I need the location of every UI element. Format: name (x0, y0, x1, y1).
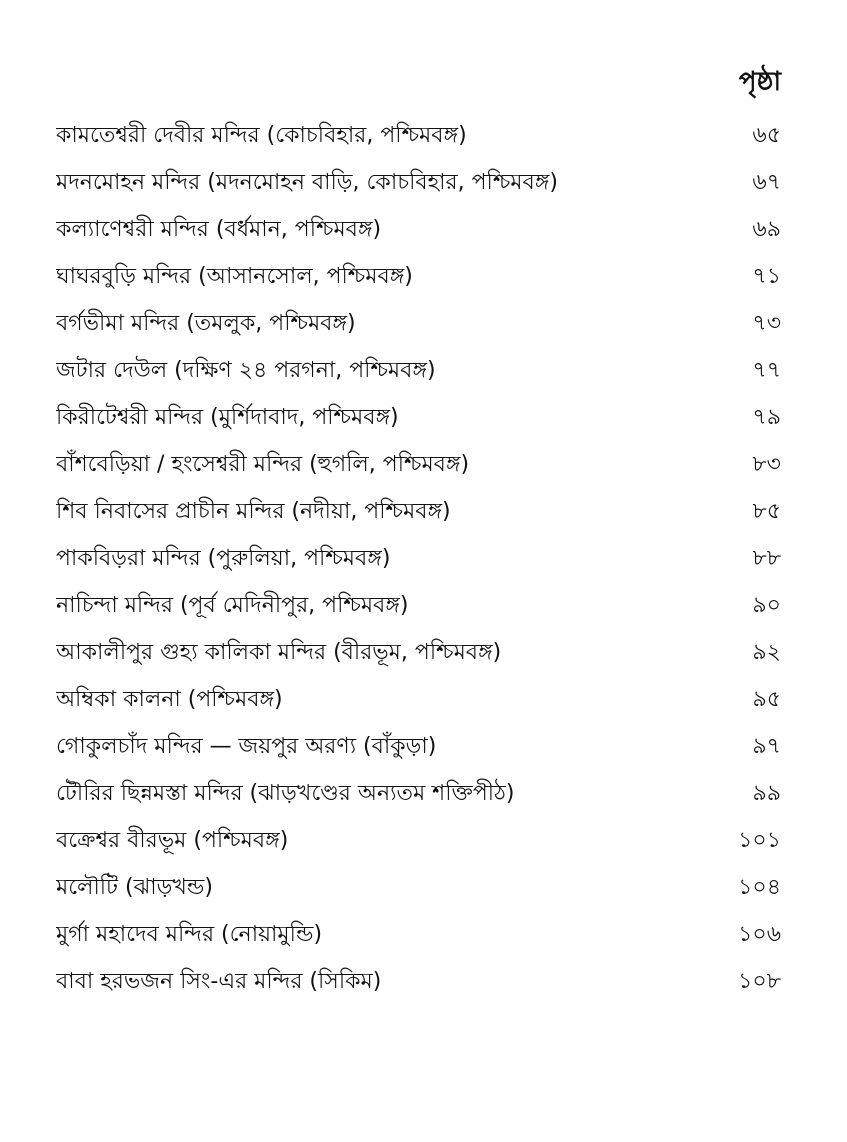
toc-entry-page: ৬৯ (752, 217, 781, 242)
toc-entry-page: ৮৫ (752, 499, 781, 524)
toc-entry (56, 629, 781, 676)
toc-entry (56, 676, 781, 723)
toc-entry (56, 441, 781, 488)
toc-entry-title: নাচিন্দা মন্দির (পূর্ব মেদিনীপুর, পশ্চিমবঙ্গ) (56, 593, 409, 618)
toc-entry (56, 958, 781, 1005)
page-column-heading: পৃষ্ঠা (738, 67, 781, 97)
toc-entry-page: ৯৯ (752, 781, 781, 806)
toc-entry-page: ৮৩ (752, 452, 781, 477)
toc-entry (56, 488, 781, 535)
toc-entry (56, 723, 781, 770)
toc-entry (56, 770, 781, 817)
table-of-contents (56, 112, 781, 1005)
toc-entry-title: গোকুলচাঁদ মন্দির — জয়পুর অরণ্য (বাঁকুড়া) (56, 734, 437, 759)
toc-entry-page: ৮৮ (752, 546, 781, 571)
toc-entry (56, 911, 781, 958)
toc-entry-title: পাকবিড়রা মন্দির (পুরুলিয়া, পশ্চিমবঙ্গ) (56, 546, 391, 571)
toc-entry-title: বাঁশবেড়িয়া / হংসেশ্বরী মন্দির (হুগলি, পশ্চিমবঙ্গ) (56, 452, 470, 477)
toc-entry (56, 300, 781, 347)
toc-entry-page: ৭৩ (752, 311, 781, 336)
toc-entry (56, 112, 781, 159)
toc-entry (56, 347, 781, 394)
toc-entry (56, 394, 781, 441)
toc-entry (56, 159, 781, 206)
toc-entry-page: ৯০ (752, 593, 781, 618)
toc-entry-page: ৯৫ (752, 687, 781, 712)
toc-entry-page: ৯২ (752, 640, 781, 665)
toc-entry-title: টৌরির ছিন্নমস্তা মন্দির (ঝাড়খণ্ডের অন্যতম শক্তিপীঠ) (56, 781, 515, 806)
toc-entry (56, 582, 781, 629)
toc-entry-page: ৭১ (752, 264, 781, 289)
toc-entry (56, 817, 781, 864)
toc-entry-title: মুর্গা মহাদেব মন্দির (নোয়ামুন্ডি) (56, 922, 323, 947)
toc-entry-page: ১০৪ (738, 875, 781, 900)
toc-entry (56, 535, 781, 582)
toc-entry (56, 206, 781, 253)
toc-entry-title: বাবা হরভজন সিং-এর মন্দির (সিকিম) (56, 969, 382, 994)
toc-entry-title: কল্যাণেশ্বরী মন্দির (বর্ধমান, পশ্চিমবঙ্গ) (56, 217, 382, 242)
toc-entry-title: শিব নিবাসের প্রাচীন মন্দির (নদীয়া, পশ্চিমবঙ্গ) (56, 499, 451, 524)
toc-entry-page: ৭৯ (752, 405, 781, 430)
toc-entry (56, 253, 781, 300)
toc-entry-title: কিরীটেশ্বরী মন্দির (মুর্শিদাবাদ, পশ্চিমবঙ্গ) (56, 405, 399, 430)
toc-entry-page: ১০৬ (738, 922, 781, 947)
toc-entry-page: ১০১ (738, 828, 781, 853)
toc-entry-page: ৯৭ (752, 734, 781, 759)
toc-entry-page: ১০৮ (738, 969, 781, 994)
toc-entry-page: ৭৭ (752, 358, 781, 383)
toc-entry-title: অম্বিকা কালনা (পশ্চিমবঙ্গ) (56, 687, 283, 712)
toc-entry-title: কামতেশ্বরী দেবীর মন্দির (কোচবিহার, পশ্চিমবঙ্গ) (56, 123, 467, 148)
toc-entry-page: ৬৭ (752, 170, 781, 195)
toc-entry-title: মদনমোহন মন্দির (মদনমোহন বাড়ি, কোচবিহার, পশ্চিমবঙ্গ) (56, 170, 558, 195)
toc-entry-title: মলৌটি (ঝাড়খন্ড) (56, 875, 213, 900)
toc-entry-page: ৬৫ (752, 123, 781, 148)
toc-entry (56, 864, 781, 911)
toc-entry-title: বক্রেশ্বর বীরভূম (পশ্চিমবঙ্গ) (56, 828, 289, 853)
toc-entry-title: ঘাঘরবুড়ি মন্দির (আসানসোল, পশ্চিমবঙ্গ) (56, 264, 413, 289)
toc-entry-title: আকালীপুর গুহ্য কালিকা মন্দির (বীরভূম, পশ্চিমবঙ্গ) (56, 640, 502, 665)
toc-entry-title: বর্গভীমা মন্দির (তমলুক, পশ্চিমবঙ্গ) (56, 311, 356, 336)
toc-entry-title: জটার দেউল (দক্ষিণ ২৪ পরগনা, পশ্চিমবঙ্গ) (56, 358, 436, 383)
